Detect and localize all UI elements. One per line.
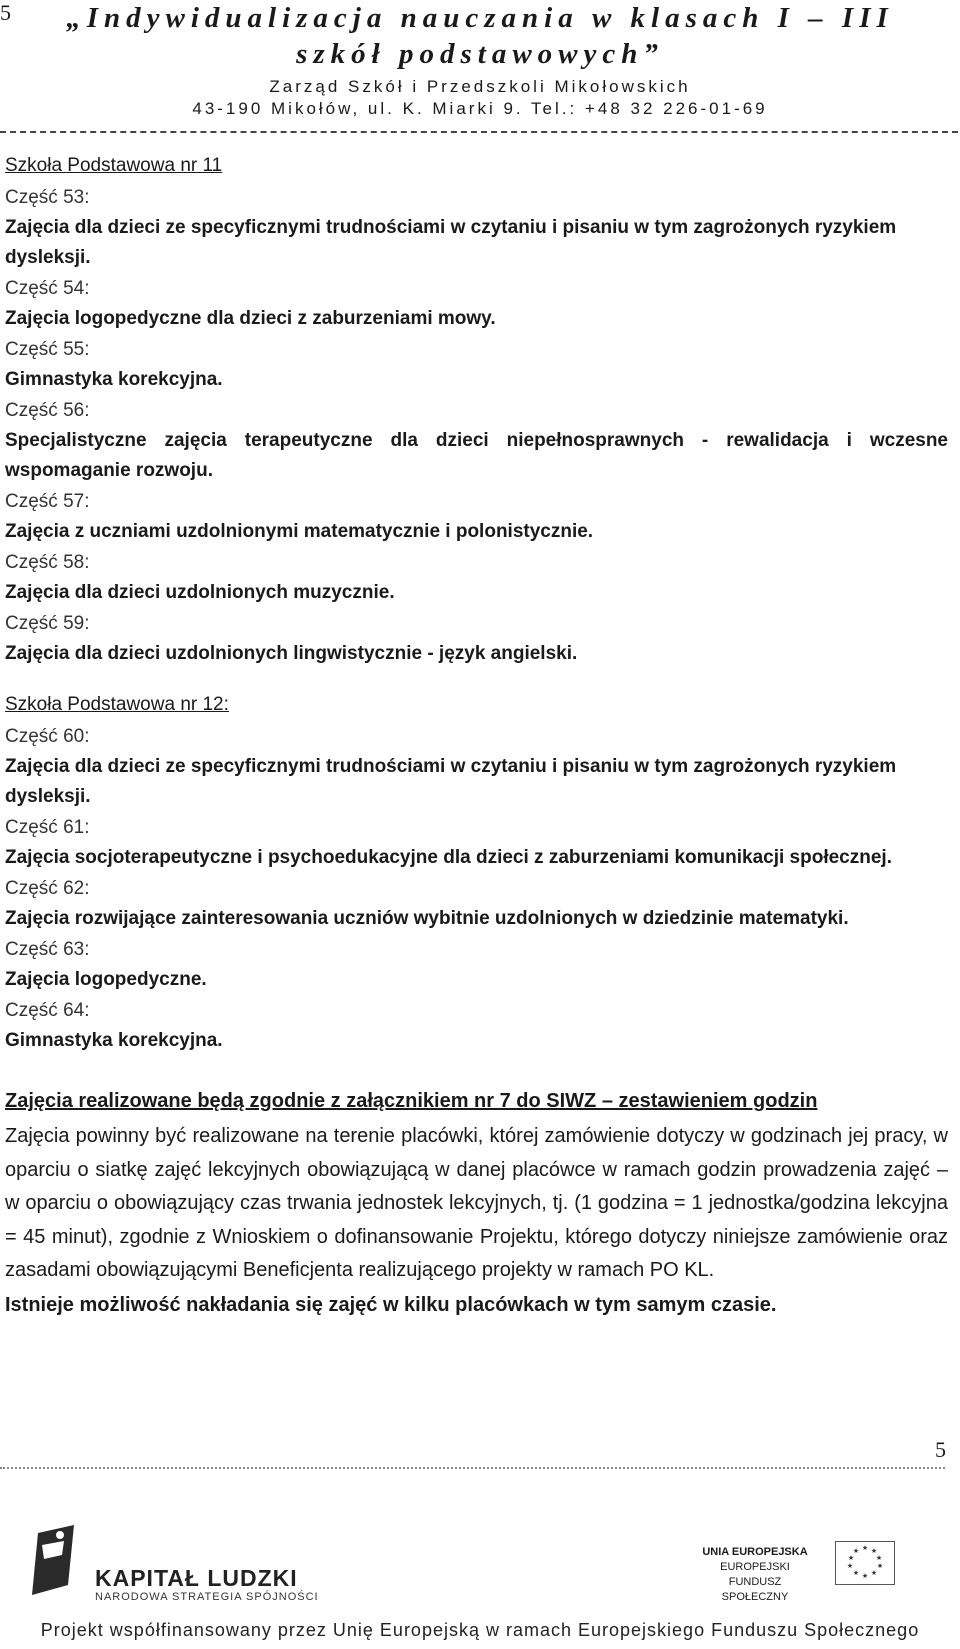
part-label: Część 62: [5,878,90,899]
part-label: Część 60: [5,726,90,747]
svg-text:★: ★ [846,1563,854,1570]
part-description: Zajęcia dla dzieci ze specyficznymi trudnościami w czytaniu i pisaniu w tym zagrożonych ryzykiem dysleksji. [5,217,897,268]
part-description: Zajęcia z uczniami uzdolnionymi matematycznie i polonistycznie. [5,521,594,542]
spacer [5,669,948,689]
page-number-top: 5 [0,0,11,25]
svg-text:★: ★ [875,1555,883,1562]
eu-flag-icon [835,1541,895,1585]
part-label: Część 64: [5,1000,90,1021]
part-description: Specjalistyczne zajęcia terapeutyczne dla dzieci niepełnosprawnych - rewalidacja i wczesne wspomaganie rozwoju. [5,430,948,481]
footer-logos [0,1525,960,1625]
svg-text:★: ★ [870,1570,878,1577]
school-name: Szkoła Podstawowa nr 11 [5,155,223,176]
kapital-ludzki-logo-icon [28,1525,78,1601]
part-label: Część 55: [5,339,90,360]
svg-text:★: ★ [852,1548,860,1555]
organization-address: 43-190 Mikołów, ul. K. Miarki 9. Tel.: +48 32 226-01-69 [192,99,768,118]
header-divider [0,131,958,133]
part-description: Zajęcia rozwijające zainteresowania uczniów wybitnie uzdolnionych w dziedzinie matematyki. [5,908,849,929]
part-label: Część 59: [5,613,90,634]
document-header [0,0,960,120]
svg-text:★: ★ [852,1570,860,1577]
part-label: Część 54: [5,278,90,299]
school-name: Szkoła Podstawowa nr 12: [5,694,229,715]
cofinancing-note: Projekt współfinansowany przez Unię Europejską w ramach Europejskiego Funduszu Społecznego [40,1620,920,1640]
document-title-line1: „Indywidualizacja nauczania w klasach I – III [66,2,894,34]
body-paragraph: Zajęcia powinny być realizowane na terenie placówki, której zamówienie dotyczy w godzinach jej pracy, w oparciu o siatkę zajęć lekcyjnych obowiązującą w danej placówce w ramach godzin prowadzenia zajęć – w oparciu o obowiązujący czas trwania jednostek lekcyjnych, tj. (1 godzina = 1 jednostka/godzina lekcyjna = 45 minut), zgodnie z Wnioskiem o dofinansowanie Projektu, którego dotyczy niniejsze zamówienie oraz zasadami obowiązującymi Beneficjenta realizującego projekty w ramach PO KL. [5,1125,948,1282]
kapital-ludzki-title: KAPITAŁ LUDZKI [95,1565,298,1591]
svg-text:★: ★ [876,1563,884,1570]
part-description: Zajęcia logopedyczne. [5,969,207,990]
kapital-ludzki-subtitle: NARODOWA STRATEGIA SPÓJNOŚCI [95,1591,319,1603]
svg-text:★: ★ [861,1573,869,1580]
part-description: Gimnastyka korekcyjna. [5,369,223,390]
part-description: Zajęcia socjoterapeutyczne i psychoedukacyjne dla dzieci z zaburzeniami komunikacji społecznej. [5,847,892,868]
document-title-line2: szkół podstawowych” [296,38,664,70]
part-description: Zajęcia dla dzieci ze specyficznymi trudnościami w czytaniu i pisaniu w tym zagrożonych ryzykiem dysleksji. [5,756,897,807]
part-description: Zajęcia dla dzieci uzdolnionych muzycznie. [5,582,395,603]
page-number-bottom: 5 [935,1437,946,1462]
eu-line3: FUNDUSZ SPOŁECZNY [721,1576,789,1603]
part-description: Zajęcia logopedyczne dla dzieci z zaburzeniami mowy. [5,308,496,329]
bold-note: Istnieje możliwość nakładania się zajęć w kilku placówkach w tym samym czasie. [5,1293,777,1316]
footer-divider [0,1467,945,1469]
eu-line2: EUROPEJSKI [720,1561,790,1573]
part-description: Zajęcia dla dzieci uzdolnionych lingwistycznie - język angielski. [5,643,578,664]
kapital-ludzki-text [95,1565,319,1603]
part-label: Część 56: [5,400,90,421]
part-label: Część 58: [5,552,90,573]
svg-text:★: ★ [847,1555,855,1562]
eu-text [700,1545,810,1605]
part-label: Część 61: [5,817,90,838]
part-label: Część 63: [5,939,90,960]
organization-name: Zarząd Szkół i Przedszkoli Mikołowskich [269,77,691,96]
document-body [5,150,948,1320]
part-description: Gimnastyka korekcyjna. [5,1030,223,1051]
svg-text:★: ★ [861,1545,869,1552]
part-label: Część 57: [5,491,90,512]
svg-text:★: ★ [870,1548,878,1555]
eu-line1: UNIA EUROPEJSKA [702,1546,808,1558]
part-label: Część 53: [5,187,90,208]
section-heading: Zajęcia realizowane będą zgodnie z załącznikiem nr 7 do SIWZ – zestawieniem godzin [5,1090,818,1112]
